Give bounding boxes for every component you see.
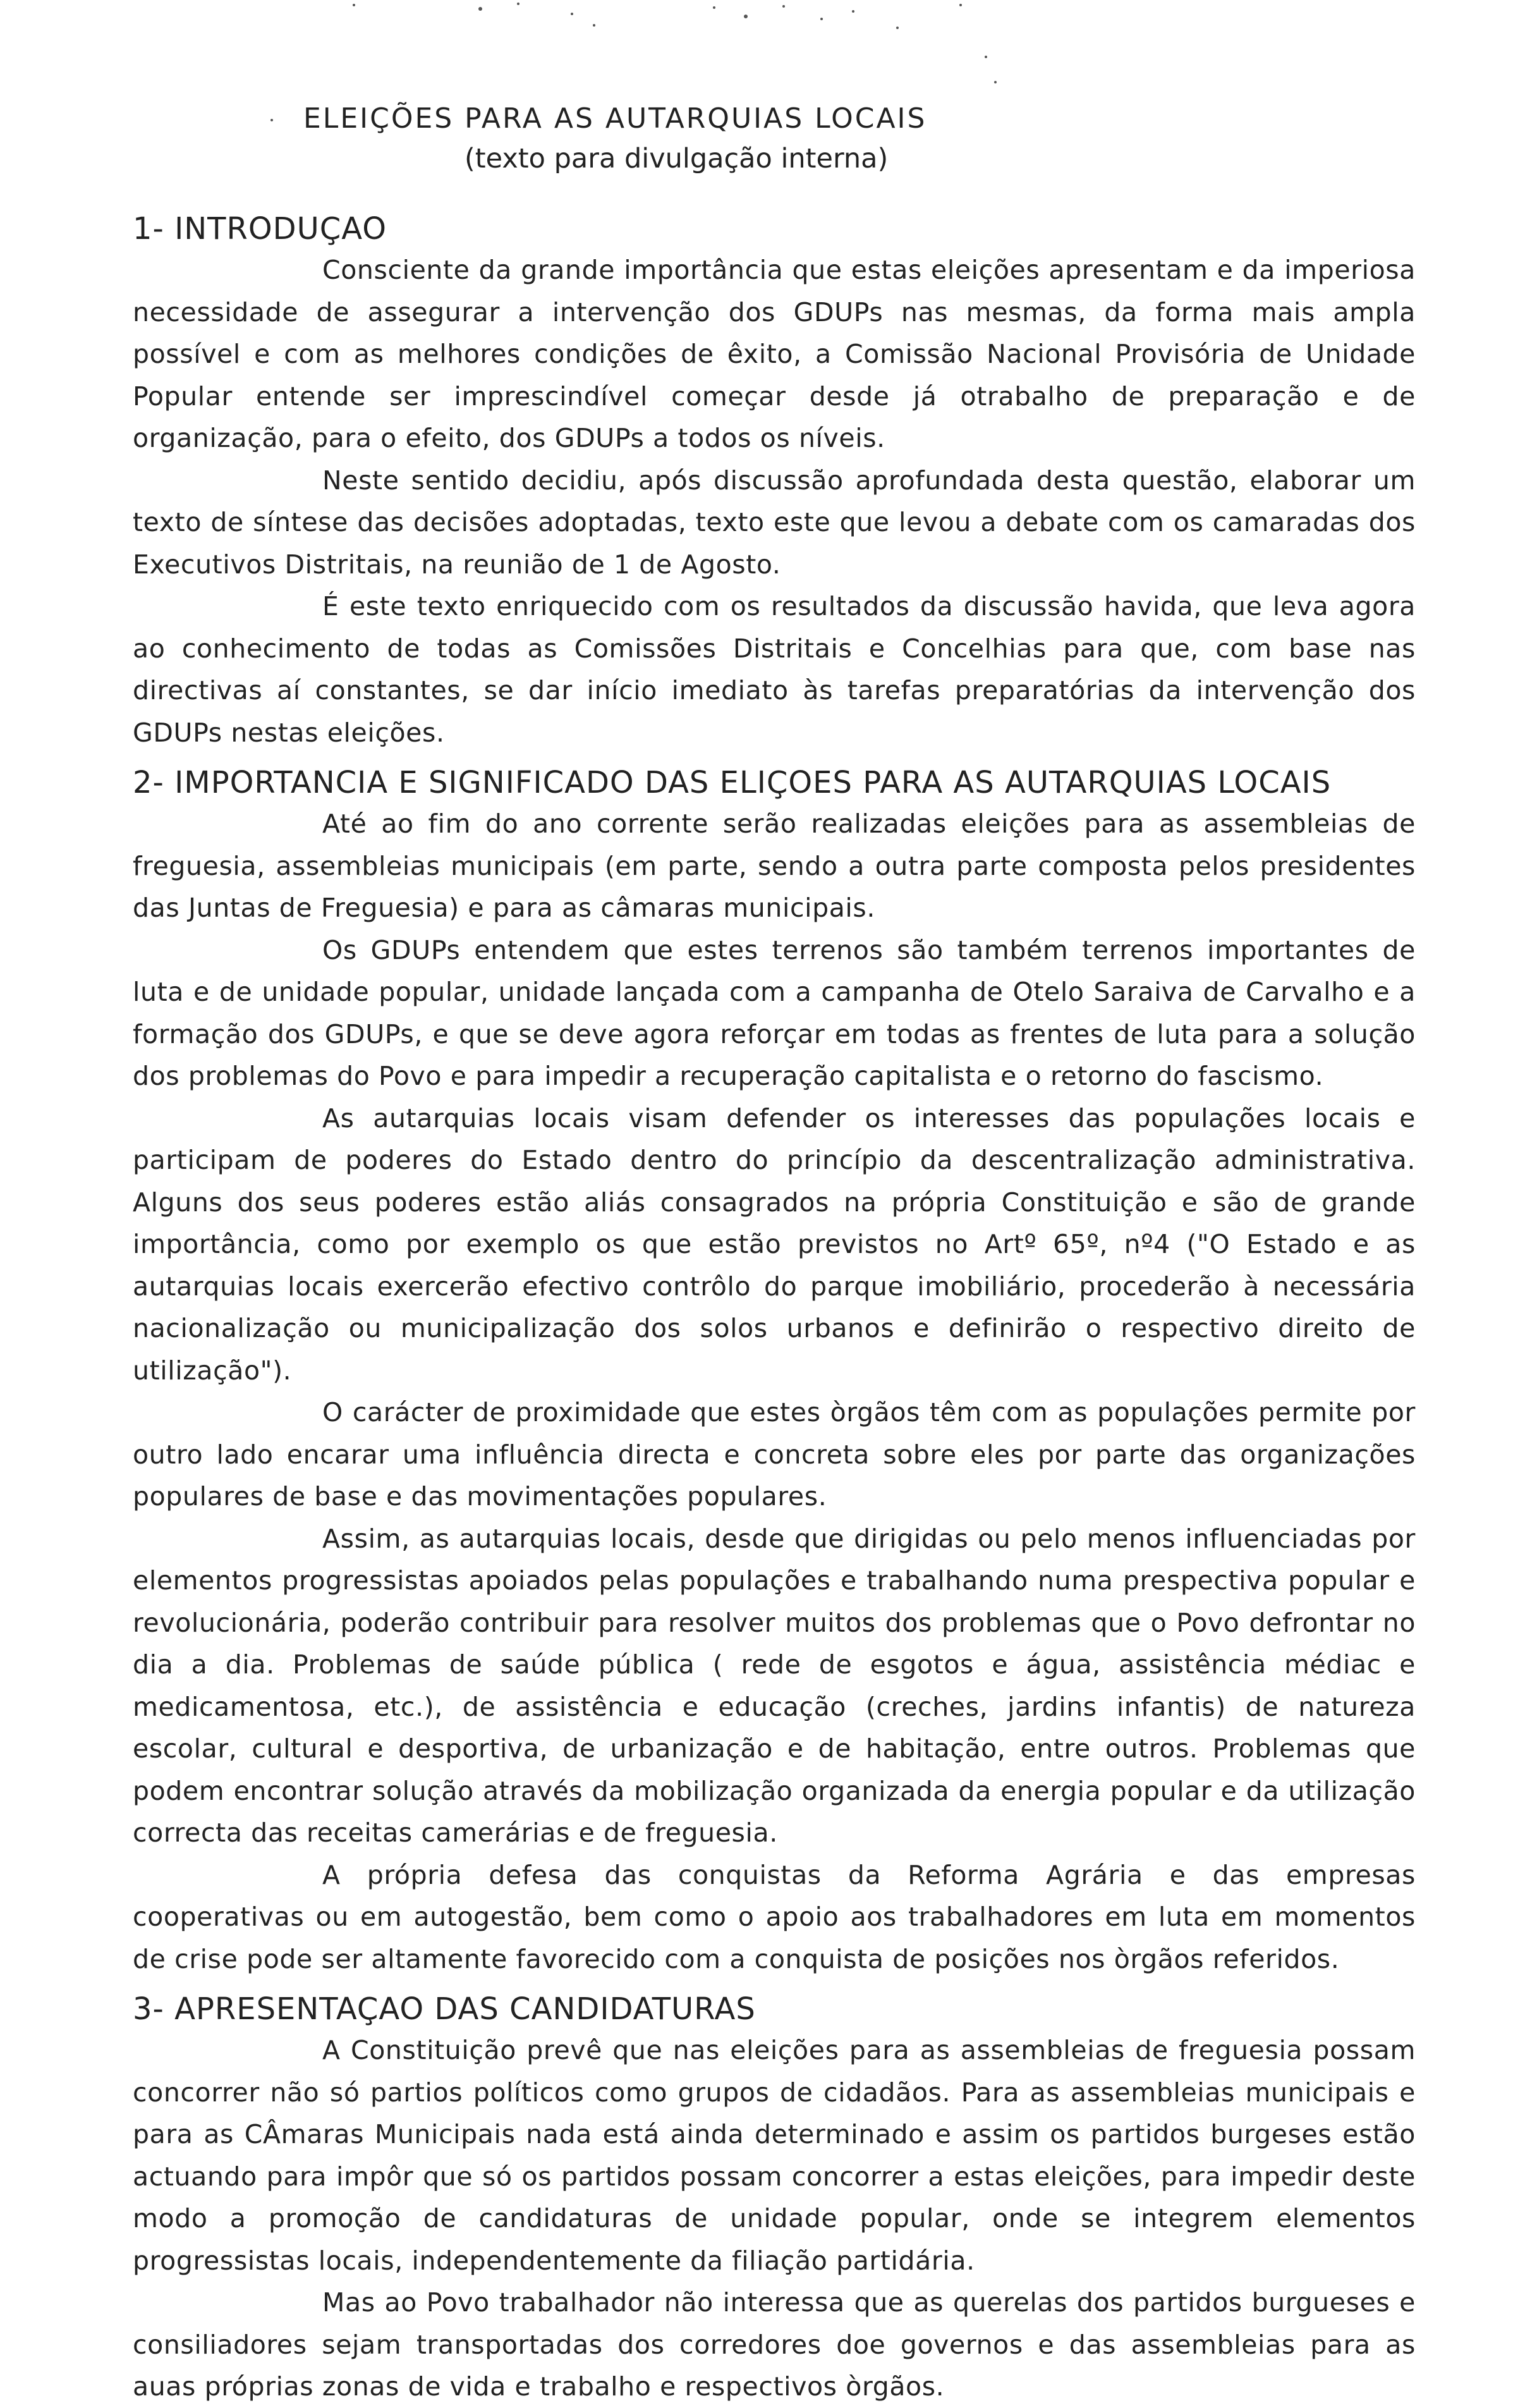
document-header xyxy=(303,101,1125,181)
section-heading-introducao: 1- INTRODUÇAO xyxy=(133,211,387,247)
document-subtitle: (texto para divulgação interna) xyxy=(465,143,889,174)
document-body xyxy=(133,209,1416,2408)
paragraph: Neste sentido decidiu, após discussão aprofundada desta questão, elaborar um texto de síntese das decisões adoptadas, texto este que levou a debate com os camaradas dos Executivos Distritais, na reunião de 1 de Agosto. xyxy=(133,465,1416,580)
paragraph: Até ao fim do ano corrente serão realizadas eleições para as assembleias de freguesia, assembleias municipais (em parte, sendo a outra parte composta pelos presidentes das Juntas de Freguesia) e para as câmaras municipais. xyxy=(133,809,1416,923)
paragraph: As autarquias locais visam defender os interesses das populações locais e participam de poderes do Estado dentro do princípio da descentralização administrativa. Alguns dos seus poderes estão aliás consagrados na própria Constituição e são de grande importância, como por exemplo os que estão previstos no Artº 65º, nº4 ("O Estado e as autarquias locais exercerão efectivo contrôlo do parque imobiliário, procederão à necessária nacionalização ou municipalização dos solos urbanos e definirão o respectivo direito de utilização"). xyxy=(133,1103,1416,1386)
section-heading-importancia: 2- IMPORTANCIA E SIGNIFICADO DAS ELIÇOES PARA AS AUTARQUIAS LOCAIS xyxy=(133,765,1332,800)
paragraph: É este texto enriquecido com os resultados da discussão havida, que leva agora ao conhecimento de todas as Comissões Distritais e Concelhias para que, com base nas directivas aí constantes, se dar início imediato às tarefas preparatórias da intervenção dos GDUPs nestas eleições. xyxy=(133,591,1416,748)
paragraph: A Constituição prevê que nas eleições para as assembleias de freguesia possam concorrer não só partios políticos como grupos de cidadãos. Para as assembleias municipais e para as CÂmaras Municipais nada está ainda determinado e assim os partidos burgeses estão actuando para impôr que só os partidos possam concorrer a estas eleições, para impedir deste modo a promoção de candidaturas de unidade popular, onde se integrem elementos progressistas locais, independentemente da filiação partidária. xyxy=(133,2035,1416,2276)
section-heading-apresentacao: 3- APRESENTAÇAO DAS CANDIDATURAS xyxy=(133,1991,756,2027)
paragraph: O carácter de proximidade que estes òrgãos têm com as populações permite por outro lado encarar uma influência directa e concreta sobre eles por parte das organizações populares de base e das movimentações populares. xyxy=(133,1397,1416,1512)
paragraph: Os GDUPs entendem que estes terrenos são também terrenos importantes de luta e de unidade popular, unidade lançada com a campanha de Otelo Saraiva de Carvalho e a formação dos GDUPs, e que se deve agora reforçar em todas as frentes de luta para a solução dos problemas do Povo e para impedir a recuperação capitalista e o retorno do fascismo. xyxy=(133,934,1416,1091)
paragraph: A própria defesa das conquistas da Reforma Agrária e das empresas cooperativas ou em autogestão, bem como o apoio aos trabalhadores em luta em momentos de crise pode ser altamente favorecido com a conquista de posições nos òrgãos referidos. xyxy=(133,1859,1416,1974)
document-title: ELEIÇÕES PARA AS AUTARQUIAS LOCAIS xyxy=(303,102,927,135)
paragraph: Consciente da grande importância que estas eleições apresentam e da imperiosa necessidade de assegurar a intervenção dos GDUPs nas mesmas, da forma mais ampla possível e com as melhores condições de êxito, a Comissão Nacional Provisória de Unidade Popular entende ser imprescindível começar desde já otrabalho de preparação e de organização, para o efeito, dos GDUPs a todos os níveis. xyxy=(133,255,1416,453)
paragraph: Mas ao Povo trabalhador não interessa que as querelas dos partidos burgueses e consiliadores sejam transportadas dos corredores doe governos e das assembleias para as auas próprias zonas de vida e trabalho e respectivos òrgãos. xyxy=(133,2287,1416,2402)
paragraph: Assim, as autarquias locais, desde que dirigidas ou pelo menos influenciadas por elementos progressistas apoiados pelas populações e trabalhando numa prespectiva popular e revolucionária, poderão contribuir para resolver muitos dos problemas que o Povo defrontar no dia a dia. Problemas de saúde pública ( rede de esgotos e água, assistência médiac e medicamentosa, etc.), de assistência e educação (creches, jardins infantis) de natureza escolar, cultural e desportiva, de urbanização e de habitação, entre outros. Problemas que podem encontrar solução através da mobilização organizada da energia popular e da utilização correcta das receitas camerárias e de freguesia. xyxy=(133,1523,1416,1848)
